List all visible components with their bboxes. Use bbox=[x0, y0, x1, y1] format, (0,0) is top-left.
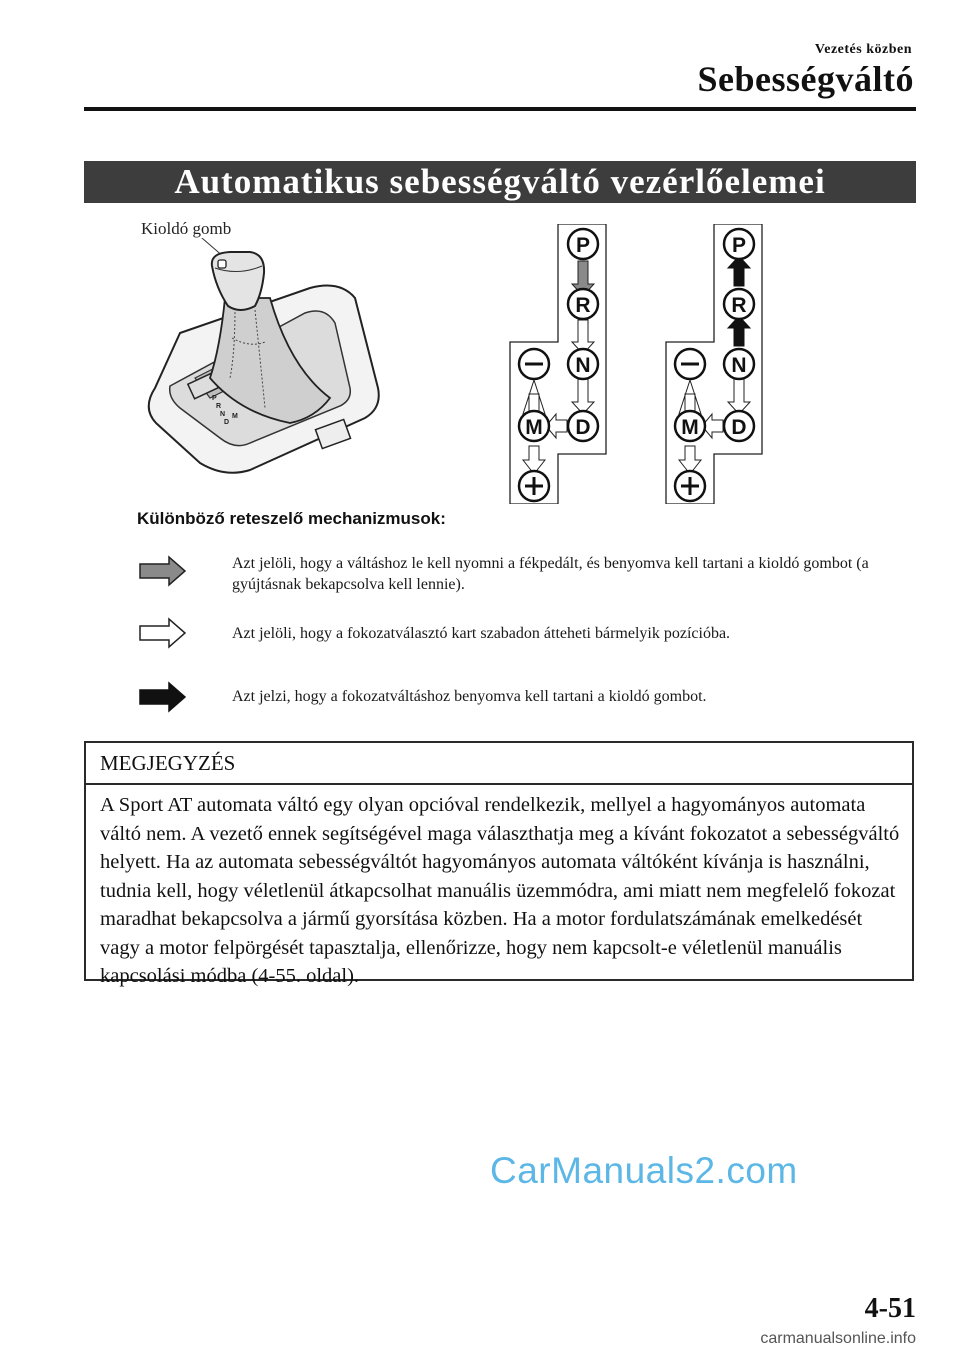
page-number: 4-51 bbox=[864, 1293, 916, 1324]
svg-text:N: N bbox=[220, 411, 226, 418]
note-box bbox=[84, 741, 914, 987]
locks-heading: Különböző reteszelő mechanizmusok: bbox=[137, 509, 446, 528]
footer-link[interactable]: carmanualsonline.info bbox=[760, 1330, 916, 1347]
gate-label-m: M bbox=[681, 416, 699, 439]
gate-label-p: P bbox=[575, 234, 591, 257]
svg-text:R: R bbox=[216, 403, 222, 410]
outline-arrow-icon bbox=[139, 617, 187, 649]
gate-label-m: M bbox=[525, 416, 543, 439]
note-body: A Sport AT automata váltó egy olyan opcióval rendelkezik, mellyel a hagyományos automata váltó nem. A vezető ennek segítségével maga választhatja meg a kívánt fokozatot a sebességváltó helyett. Ha az automata sebességváltót hagyományos automata váltóként kívánja is használni, tudnia kell, hogy véletlenül átkapcsolhat manuális üzemmódra, ami miatt nem megfelelő fokozat maradhat bekapcsolva a jármű gyorsítása közben. Ha a motor fordulatszámának emelkedését vagy a motor felpörgését tapasztalja, ellenőrizze, hogy nem kapcsolt-e véletlenül manuális kapcsolási módba (4-55. oldal). bbox=[100, 794, 900, 987]
note-divider bbox=[86, 783, 912, 785]
knob-label: Kioldó gomb bbox=[141, 219, 232, 238]
shift-gate-diagram-left bbox=[508, 224, 618, 504]
gate-label-d: D bbox=[575, 416, 591, 439]
gate-label-r: R bbox=[731, 294, 747, 317]
legend-text-free-shift: Azt jelöli, hogy a fokozatválasztó kart szabadon átteheti bármelyik pozícióba. bbox=[232, 625, 731, 642]
gear-shifter-illustration bbox=[140, 238, 390, 488]
gate-label-n: N bbox=[731, 354, 747, 377]
gate-label-r: R bbox=[575, 294, 591, 317]
watermark-link[interactable]: CarManuals2.com bbox=[490, 1150, 798, 1191]
shaded-arrow-icon bbox=[139, 555, 187, 587]
note-title: MEGJEGYZÉS bbox=[100, 751, 236, 775]
svg-text:D: D bbox=[224, 419, 230, 426]
section-banner: Automatikus sebességváltó vezérlőelemei bbox=[84, 161, 916, 203]
header-rule bbox=[84, 107, 916, 111]
svg-text:M: M bbox=[232, 413, 238, 420]
gate-label-n: N bbox=[575, 354, 591, 377]
gate-label-p: P bbox=[731, 234, 747, 257]
section-title: Sebességváltó bbox=[697, 59, 914, 99]
gate-label-d: D bbox=[731, 416, 747, 439]
legend-text-brake-and-button: Azt jelöli, hogy a váltáshoz le kell nyomni a fékpedált, és benyomva kell tartani a kioldó gombot (a gyújtásnak bekapcsolva kell lennie). bbox=[232, 555, 869, 593]
release-button-icon bbox=[218, 260, 226, 268]
svg-text:P: P bbox=[212, 395, 217, 402]
chapter-title: Vezetés közben bbox=[814, 42, 912, 57]
legend-text-hold-button: Azt jelzi, hogy a fokozatváltáshoz benyomva kell tartani a kioldó gombot. bbox=[232, 688, 707, 705]
solid-arrow-icon bbox=[139, 681, 187, 713]
shift-gate-diagram-right bbox=[664, 224, 774, 504]
